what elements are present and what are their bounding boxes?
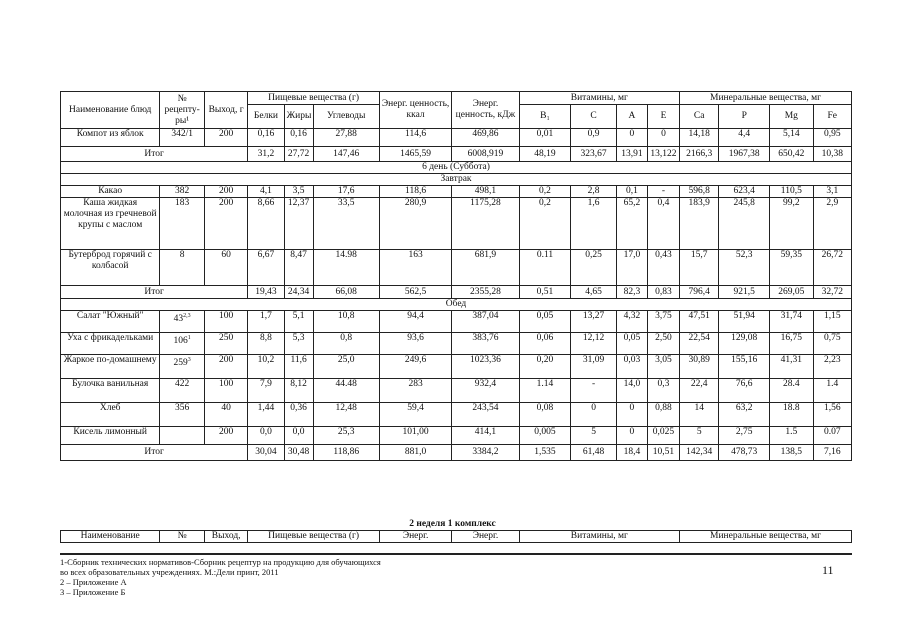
kcal-total: 562,5: [379, 286, 451, 299]
c-total: 61,48: [571, 445, 617, 461]
fe-value: 26,72: [813, 250, 851, 286]
kj-value: 932,4: [452, 379, 519, 403]
footnote-1b: во всех образовательных учреждениях. М.:Дели принт, 2011: [60, 567, 279, 577]
kj-value: 681,9: [452, 250, 519, 286]
fe-value: 1,56: [813, 403, 851, 427]
mg-value: 1.5: [770, 427, 813, 445]
p-value: 76,6: [719, 379, 770, 403]
dish-name: Компот из яблок: [61, 129, 160, 147]
kj-value: 243,54: [452, 403, 519, 427]
col-fat-header: Жиры: [284, 105, 313, 129]
b1-value: 0,005: [519, 427, 571, 445]
col-mg-header: Mg: [770, 105, 813, 129]
section2-header-cell: Энерг.: [379, 531, 451, 543]
p-total: 1967,38: [719, 147, 770, 162]
col-nutrients-header: Пищевые вещества (г): [248, 92, 379, 105]
c-value: 0,25: [571, 250, 617, 286]
section2-header-cell: Минеральные вещества, мг: [680, 531, 852, 543]
col-p-header: P: [719, 105, 770, 129]
breakfast-title: [61, 174, 852, 186]
b1-value: 0,20: [519, 355, 571, 379]
e-value: 0,3: [647, 379, 679, 403]
ca-value: 596,8: [680, 186, 719, 198]
a-value: 0: [616, 427, 647, 445]
kj-value: 387,04: [452, 311, 519, 333]
col-a-header: A: [616, 105, 647, 129]
b1-value: 0,05: [519, 311, 571, 333]
recipe-number: [160, 427, 205, 445]
carbs-value: 25,0: [313, 355, 379, 379]
c-value: -: [571, 379, 617, 403]
yield-value: 200: [204, 355, 247, 379]
p-value: 245,8: [719, 198, 770, 250]
b1-value: 0.11: [519, 250, 571, 286]
footnote-3: 3 – Приложение Б: [60, 587, 126, 597]
p-value: 155,16: [719, 355, 770, 379]
yield-value: 60: [204, 250, 247, 286]
carbs-value: 0,8: [313, 333, 379, 355]
a-value: 0,03: [616, 355, 647, 379]
section2-title: 2 неделя 1 комплекс: [409, 519, 496, 529]
carbs-value: 12,48: [313, 403, 379, 427]
protein-total: 30,04: [248, 445, 284, 461]
c-value: 1,6: [571, 198, 617, 250]
p-value: 129,08: [719, 333, 770, 355]
protein-total: 19,43: [248, 286, 284, 299]
carbs-value: 27,88: [313, 129, 379, 147]
protein-value: 6,67: [248, 250, 284, 286]
protein-value: 1,44: [248, 403, 284, 427]
carbs-value: 44.48: [313, 379, 379, 403]
fe-value: 2,9: [813, 198, 851, 250]
a-total: 18,4: [616, 445, 647, 461]
e-value: 0,025: [647, 427, 679, 445]
ca-value: 15,7: [680, 250, 719, 286]
ca-value: 22,54: [680, 333, 719, 355]
fe-total: 10,38: [813, 147, 851, 162]
recipe-number: 183: [160, 198, 205, 250]
c-value: 0: [571, 403, 617, 427]
dish-name: Какао: [61, 186, 160, 198]
col-recipe-header: № рецепту-ры¹: [160, 92, 205, 129]
fat-total: 30,48: [284, 445, 313, 461]
e-value: 0,88: [647, 403, 679, 427]
recipe-number: 356: [160, 403, 205, 427]
carbs-value: 25,3: [313, 427, 379, 445]
table-row: [61, 333, 852, 355]
protein-value: 8,66: [248, 198, 284, 250]
kcal-total: 1465,59: [379, 147, 451, 162]
e-value: 3,75: [647, 311, 679, 333]
kj-total: 2355,28: [452, 286, 519, 299]
b1-value: 0,08: [519, 403, 571, 427]
e-value: 3,05: [647, 355, 679, 379]
b1-value: 0,06: [519, 333, 571, 355]
yield-value: 250: [204, 333, 247, 355]
table-row: [61, 250, 852, 286]
fe-value: 3,1: [813, 186, 851, 198]
dish-name: Салат "Южный": [61, 311, 160, 333]
dish-name: Хлеб: [61, 403, 160, 427]
dish-name: Бутерброд горячий с колбасой: [61, 250, 160, 286]
p-value: 623,4: [719, 186, 770, 198]
p-value: 51,94: [719, 311, 770, 333]
mg-value: 110,5: [770, 186, 813, 198]
recipe-footnote-ref: 2,3: [183, 313, 191, 319]
mg-total: 269,05: [770, 286, 813, 299]
recipe-number: $259^3$: [160, 355, 205, 379]
carbs-value: 17,6: [313, 186, 379, 198]
dish-name: Уха с фрикадельками: [61, 333, 160, 355]
kj-value: 1023,36: [452, 355, 519, 379]
carbs-value: 10,8: [313, 311, 379, 333]
ca-total: 796,4: [680, 286, 719, 299]
lunch-title: [61, 299, 852, 311]
protein-value: 8,8: [248, 333, 284, 355]
col-b1-header: B₁: [519, 105, 571, 129]
ca-value: 22,4: [680, 379, 719, 403]
col-e-header: E: [647, 105, 679, 129]
col-ca-header: Ca: [680, 105, 719, 129]
p-value: 52,3: [719, 250, 770, 286]
fat-total: 24,34: [284, 286, 313, 299]
c-value: 31,09: [571, 355, 617, 379]
kj-value: 1175,28: [452, 198, 519, 250]
footnote-1a: 1-Сборник технических нормативов-Сборник рецептур на продукцию для обучающихся: [60, 557, 381, 567]
mg-total: 650,42: [770, 147, 813, 162]
carbs-value: 14.98: [313, 250, 379, 286]
mg-value: 99,2: [770, 198, 813, 250]
protein-value: 0,16: [248, 129, 284, 147]
col-minerals-header: Минеральные вещества, мг: [680, 92, 852, 105]
b1-value: 0,2: [519, 198, 571, 250]
carbs-total: 147,46: [313, 147, 379, 162]
a-value: 0: [616, 129, 647, 147]
p-total: 921,5: [719, 286, 770, 299]
fe-value: 1.4: [813, 379, 851, 403]
total-row: [61, 445, 852, 461]
b1-value: 0,2: [519, 186, 571, 198]
dish-name: Кисель лимонный: [61, 427, 160, 445]
kcal-total: 881,0: [379, 445, 451, 461]
dish-name: Булочка ванильная: [61, 379, 160, 403]
kj-value: 383,76: [452, 333, 519, 355]
section2-header-row: [61, 531, 852, 543]
total-row: [61, 286, 852, 299]
protein-total: 31,2: [248, 147, 284, 162]
total-label: Итог: [61, 147, 248, 162]
fat-value: 8,12: [284, 379, 313, 403]
col-energy-kcal-header: Энерг. ценность, ккал: [379, 92, 451, 129]
fat-value: 11,6: [284, 355, 313, 379]
c-value: 13,27: [571, 311, 617, 333]
kcal-value: 249,6: [379, 355, 451, 379]
p-value: 4,4: [719, 129, 770, 147]
e-value: 2,50: [647, 333, 679, 355]
recipe-number: 382: [160, 186, 205, 198]
kj-value: 498,1: [452, 186, 519, 198]
lunch-title-label: Обед: [61, 299, 852, 311]
recipe-number: 422: [160, 379, 205, 403]
protein-value: 4,1: [248, 186, 284, 198]
a-value: 65,2: [616, 198, 647, 250]
ca-value: 5: [680, 427, 719, 445]
a-value: 0,05: [616, 333, 647, 355]
c-total: 4,65: [571, 286, 617, 299]
fe-total: 32,72: [813, 286, 851, 299]
fat-value: 5,1: [284, 311, 313, 333]
c-value: 2,8: [571, 186, 617, 198]
yield-value: 100: [204, 311, 247, 333]
mg-value: 41,31: [770, 355, 813, 379]
section2-header-cell: Витамины, мг: [519, 531, 679, 543]
a-value: 0: [616, 403, 647, 427]
table-row: [61, 355, 852, 379]
kj-total: 3384,2: [452, 445, 519, 461]
ca-value: 183,9: [680, 198, 719, 250]
e-total: 0,83: [647, 286, 679, 299]
kcal-value: 114,6: [379, 129, 451, 147]
mg-value: 28.4: [770, 379, 813, 403]
kcal-value: 101,00: [379, 427, 451, 445]
kj-value: 469,86: [452, 129, 519, 147]
fe-value: 2,23: [813, 355, 851, 379]
mg-value: 5,14: [770, 129, 813, 147]
yield-value: 200: [204, 129, 247, 147]
fat-value: 0,0: [284, 427, 313, 445]
c-total: 323,67: [571, 147, 617, 162]
c-value: 0,9: [571, 129, 617, 147]
yield-value: 40: [204, 403, 247, 427]
fe-value: 0,75: [813, 333, 851, 355]
carbs-value: 33,5: [313, 198, 379, 250]
mg-total: 138,5: [770, 445, 813, 461]
recipe-footnote-ref: 1: [187, 335, 191, 341]
footnote-divider: [60, 553, 852, 555]
yield-value: 200: [204, 198, 247, 250]
a-value: 17,0: [616, 250, 647, 286]
breakfast-title-label: Завтрак: [61, 174, 852, 186]
kcal-value: 280,9: [379, 198, 451, 250]
kcal-value: 163: [379, 250, 451, 286]
ca-value: 14,18: [680, 129, 719, 147]
section2-header-cell: Энерг.: [452, 531, 519, 543]
mg-value: 31,74: [770, 311, 813, 333]
b1-total: 48,19: [519, 147, 571, 162]
c-value: 5: [571, 427, 617, 445]
ca-total: 2166,3: [680, 147, 719, 162]
table-row: [61, 311, 852, 333]
yield-value: 100: [204, 379, 247, 403]
fat-value: 12,37: [284, 198, 313, 250]
p-value: 63,2: [719, 403, 770, 427]
table-row: [61, 198, 852, 250]
recipe-number: 43$^{2,3}$: [160, 311, 205, 333]
kcal-value: 93,6: [379, 333, 451, 355]
table-row: [61, 129, 852, 147]
a-value: 0,1: [616, 186, 647, 198]
total-label: Итог: [61, 445, 248, 461]
day-title: [61, 162, 852, 174]
fat-value: 3,5: [284, 186, 313, 198]
fat-value: 5,3: [284, 333, 313, 355]
e-value: 0: [647, 129, 679, 147]
protein-value: 1,7: [248, 311, 284, 333]
kcal-value: 94,4: [379, 311, 451, 333]
section2-header-table: [60, 530, 852, 543]
b1-total: 1,535: [519, 445, 571, 461]
table-row: [61, 186, 852, 198]
kj-total: 6008,919: [452, 147, 519, 162]
a-total: 82,3: [616, 286, 647, 299]
c-value: 12,12: [571, 333, 617, 355]
e-value: 0,4: [647, 198, 679, 250]
recipe-number: 8: [160, 250, 205, 286]
total-row: [61, 147, 852, 162]
section2-header-cell: №: [160, 531, 205, 543]
e-value: 0,43: [647, 250, 679, 286]
ca-value: 14: [680, 403, 719, 427]
protein-value: 10,2: [248, 355, 284, 379]
carbs-total: 66,08: [313, 286, 379, 299]
a-value: 4,32: [616, 311, 647, 333]
b1-value: 0,01: [519, 129, 571, 147]
protein-value: 0,0: [248, 427, 284, 445]
mg-value: 16,75: [770, 333, 813, 355]
table-row: [61, 379, 852, 403]
nutrition-table: [60, 91, 852, 461]
kj-value: 414,1: [452, 427, 519, 445]
dish-name: Каша жидкая молочная из гречневой крупы с маслом: [61, 198, 160, 250]
fat-value: 0,36: [284, 403, 313, 427]
a-value: 14,0: [616, 379, 647, 403]
mg-value: 59,35: [770, 250, 813, 286]
fe-value: 1,15: [813, 311, 851, 333]
b1-total: 0,51: [519, 286, 571, 299]
section2-header-cell: Наименование: [61, 531, 160, 543]
col-vitamins-header: Витамины, мг: [519, 92, 679, 105]
col-fe-header: Fe: [813, 105, 851, 129]
b1-value: 1.14: [519, 379, 571, 403]
p-total: 478,73: [719, 445, 770, 461]
dish-name: Жаркое по-домашнему: [61, 355, 160, 379]
table-row: [61, 427, 852, 445]
recipe-number: 342/1: [160, 129, 205, 147]
col-yield-header: Выход, г: [204, 92, 247, 129]
fat-value: 0,16: [284, 129, 313, 147]
yield-value: 200: [204, 427, 247, 445]
day-title-label: 6 день (Суббота): [61, 162, 852, 174]
ca-value: 47,51: [680, 311, 719, 333]
yield-value: 200: [204, 186, 247, 198]
total-label: Итог: [61, 286, 248, 299]
protein-value: 7,9: [248, 379, 284, 403]
col-name-header: Наименование блюд: [61, 92, 160, 129]
table-body: [61, 129, 852, 461]
fe-value: 0.07: [813, 427, 851, 445]
e-value: -: [647, 186, 679, 198]
ca-value: 30,89: [680, 355, 719, 379]
kcal-value: 118,6: [379, 186, 451, 198]
p-value: 2,75: [719, 427, 770, 445]
page-number: 11: [822, 563, 834, 577]
mg-value: 18.8: [770, 403, 813, 427]
section2-header-cell: Выход,: [204, 531, 247, 543]
col-carbs-header: Углеводы: [313, 105, 379, 129]
kcal-value: 283: [379, 379, 451, 403]
a-total: 13,91: [616, 147, 647, 162]
fe-value: 0,95: [813, 129, 851, 147]
fat-total: 27,72: [284, 147, 313, 162]
kcal-value: 59,4: [379, 403, 451, 427]
carbs-total: 118,86: [313, 445, 379, 461]
footnote-2: 2 – Приложение А: [60, 577, 127, 587]
col-protein-header: Белки: [248, 105, 284, 129]
fat-value: 8,47: [284, 250, 313, 286]
col-c-header: C: [571, 105, 617, 129]
recipe-footnote-ref: 3: [187, 357, 191, 363]
section2-header-cell: Пищевые вещества (г): [248, 531, 379, 543]
fe-total: 7,16: [813, 445, 851, 461]
e-total: 10,51: [647, 445, 679, 461]
table-row: [61, 403, 852, 427]
col-energy-kj-header: Энерг. ценность, кДж: [452, 92, 519, 129]
recipe-number: $106^1$: [160, 333, 205, 355]
e-total: 13,122: [647, 147, 679, 162]
ca-total: 142,34: [680, 445, 719, 461]
